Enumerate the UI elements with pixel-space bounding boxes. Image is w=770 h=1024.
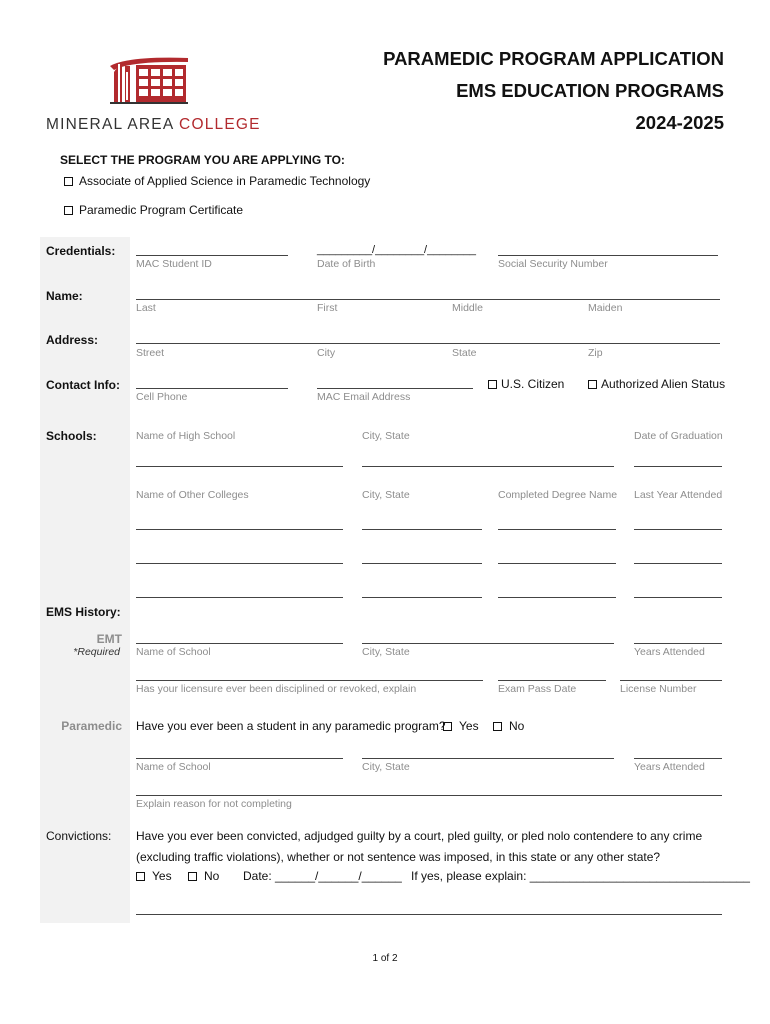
checkbox-icon[interactable] [136, 872, 145, 881]
program-option-label: Associate of Applied Science in Paramedic Technology [79, 174, 371, 188]
emt-years-caption: Years Attended [634, 646, 705, 658]
paramedic-school-field[interactable] [136, 758, 343, 759]
ssn-caption: Social Security Number [498, 258, 608, 270]
paramedic-city-caption: City, State [362, 761, 410, 773]
paramedic-no-label: No [509, 719, 525, 733]
hs-city-caption: City, State [362, 430, 410, 442]
convictions-no-option[interactable] [188, 869, 219, 883]
oc-city-field[interactable] [362, 529, 482, 530]
address-field[interactable] [136, 343, 720, 344]
oc-city-caption: City, State [362, 489, 410, 501]
emt-city-field[interactable] [362, 643, 614, 644]
paramedic-school-caption: Name of School [136, 761, 211, 773]
email-caption: MAC Email Address [317, 391, 411, 403]
last-year-field[interactable] [634, 563, 722, 564]
convictions-yes-label: Yes [152, 869, 172, 883]
convictions-yes-option[interactable] [136, 869, 172, 883]
first-name-caption: First [317, 302, 338, 314]
name-field[interactable] [136, 299, 720, 300]
other-college-field[interactable] [136, 563, 343, 564]
convictions-no-label: No [204, 869, 220, 883]
name-label: Name: [46, 289, 83, 303]
degree-field[interactable] [498, 597, 616, 598]
grad-date-field[interactable] [634, 466, 722, 467]
student-id-caption: MAC Student ID [136, 258, 212, 270]
paramedic-years-field[interactable] [634, 758, 722, 759]
us-citizen-option[interactable] [488, 377, 564, 391]
exam-date-field[interactable] [498, 680, 606, 681]
emt-years-field[interactable] [634, 643, 722, 644]
high-school-caption: Name of High School [136, 430, 236, 442]
city-caption: City [317, 347, 336, 359]
form-title: PARAMEDIC PROGRAM APPLICATION [383, 48, 724, 69]
schools-label: Schools: [46, 429, 97, 443]
checkbox-icon[interactable] [188, 872, 197, 881]
paramedic-no-option[interactable] [493, 719, 524, 733]
alien-status-label: Authorized Alien Status [601, 377, 726, 391]
emt-city-caption: City, State [362, 646, 410, 658]
last-year-field[interactable] [634, 529, 722, 530]
email-field[interactable] [317, 388, 473, 389]
emt-school-caption: Name of School [136, 646, 211, 658]
other-colleges-caption: Name of Other Colleges [136, 489, 249, 501]
reason-caption: Explain reason for not completing [136, 798, 292, 810]
student-id-field[interactable] [136, 255, 288, 256]
paramedic-yes-label: Yes [459, 719, 479, 733]
logo-word-college: COLLEGE [179, 116, 261, 133]
checkbox-icon[interactable] [64, 177, 73, 186]
cell-phone-caption: Cell Phone [136, 391, 188, 403]
checkbox-icon[interactable] [443, 722, 452, 731]
checkbox-icon[interactable] [488, 380, 497, 389]
select-program-heading: SELECT THE PROGRAM YOU ARE APPLYING TO: [60, 153, 345, 167]
paramedic-city-field[interactable] [362, 758, 614, 759]
program-option-certificate[interactable] [64, 203, 243, 217]
maiden-name-caption: Maiden [588, 302, 623, 314]
conviction-explain-field[interactable]: If yes, please explain: _________________________________ [411, 869, 750, 883]
license-number-field[interactable] [620, 680, 722, 681]
alien-status-option[interactable] [588, 377, 725, 391]
degree-field[interactable] [498, 529, 616, 530]
street-caption: Street [136, 347, 165, 359]
degree-field[interactable] [498, 563, 616, 564]
emt-label: EMT [96, 632, 122, 646]
oc-city-field[interactable] [362, 563, 482, 564]
us-citizen-label: U.S. Citizen [501, 377, 565, 391]
reason-field[interactable] [136, 795, 722, 796]
required-note: *Required [73, 646, 120, 658]
degree-caption: Completed Degree Name [498, 489, 618, 501]
ems-history-label: EMS History: [46, 605, 121, 619]
form-subtitle: EMS EDUCATION PROGRAMS [456, 80, 724, 101]
conviction-date-field[interactable]: Date: ______/______/______ [243, 869, 402, 883]
other-college-field[interactable] [136, 529, 343, 530]
paramedic-years-caption: Years Attended [634, 761, 705, 773]
convictions-question-line1: Have you ever been convicted, adjudged guilty by a court, pled guilty, or pled nolo contendere to any crime [136, 829, 703, 843]
checkbox-icon[interactable] [588, 380, 597, 389]
licensure-field[interactable] [136, 680, 483, 681]
convictions-label: Convictions: [46, 829, 112, 843]
paramedic-label: Paramedic [61, 719, 122, 733]
last-name-caption: Last [136, 302, 156, 314]
credentials-label: Credentials: [46, 244, 116, 258]
cell-phone-field[interactable] [136, 388, 288, 389]
checkbox-icon[interactable] [493, 722, 502, 731]
page-number: 1 of 2 [372, 953, 398, 964]
middle-name-caption: Middle [452, 302, 483, 314]
exam-date-caption: Exam Pass Date [498, 683, 577, 695]
emt-school-field[interactable] [136, 643, 343, 644]
conviction-explain-line[interactable] [136, 914, 722, 915]
checkbox-icon[interactable] [64, 206, 73, 215]
oc-city-field[interactable] [362, 597, 482, 598]
other-college-field[interactable] [136, 597, 343, 598]
licensure-caption: Has your licensure ever been disciplined or revoked, explain [136, 683, 417, 695]
dob-field[interactable]: _________/________/________ [317, 244, 477, 256]
last-year-caption: Last Year Attended [634, 489, 723, 501]
paramedic-question: Have you ever been a student in any paramedic program? [136, 719, 446, 733]
program-option-aas[interactable] [64, 174, 370, 188]
high-school-field[interactable] [136, 466, 343, 467]
grad-date-caption: Date of Graduation [634, 430, 723, 442]
last-year-field[interactable] [634, 597, 722, 598]
logo-word-mineral-area: MINERAL AREA [46, 116, 180, 133]
license-number-caption: License Number [620, 683, 697, 695]
program-option-label: Paramedic Program Certificate [79, 203, 244, 217]
contact-info-label: Contact Info: [46, 378, 120, 392]
mac-building-logo [108, 52, 190, 106]
address-label: Address: [46, 333, 99, 347]
hs-city-field[interactable] [362, 466, 614, 467]
convictions-question-line2: (excluding traffic violations), whether or not sentence was imposed, in this state or any other state? [136, 850, 661, 864]
paramedic-yes-option[interactable] [443, 719, 479, 733]
dob-caption: Date of Birth [317, 258, 376, 270]
state-caption: State [452, 347, 477, 359]
college-logo-text [46, 116, 261, 134]
form-year: 2024-2025 [635, 112, 724, 133]
zip-caption: Zip [588, 347, 603, 359]
ssn-field[interactable] [498, 255, 718, 256]
